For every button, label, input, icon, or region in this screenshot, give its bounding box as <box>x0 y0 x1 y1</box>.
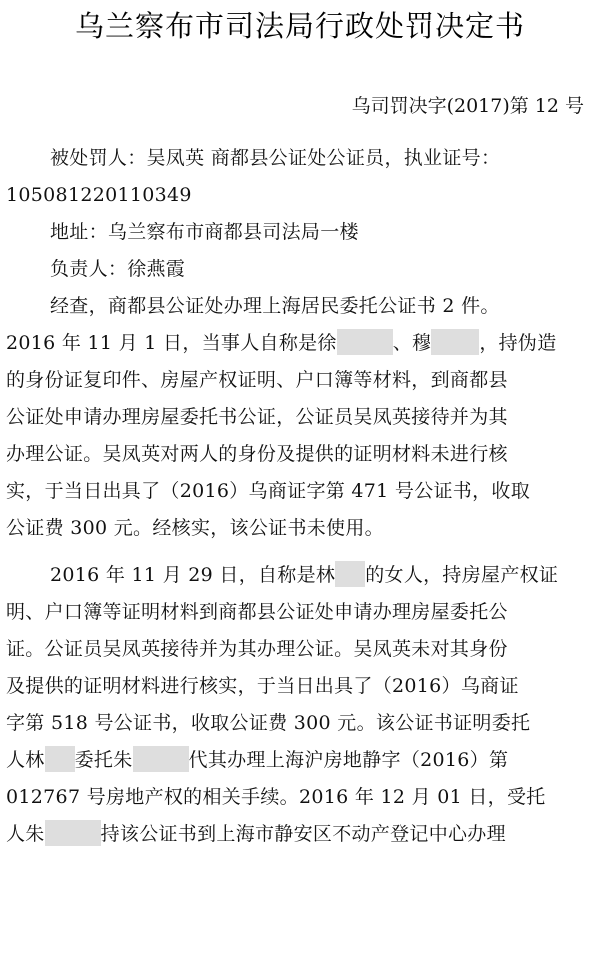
paragraph-line: 明、户口簿等证明材料到商都县公证处申请办理房屋委托公 <box>6 601 508 623</box>
address-line: 地址：乌兰察布市商都县司法局一楼 <box>50 221 359 243</box>
paragraph-line <box>6 557 596 594</box>
paragraph-text: 人朱 <box>6 823 45 845</box>
license-number-line: 105081220110349 <box>6 184 192 206</box>
document-title: 乌兰察布市司法局行政处罚决定书 <box>74 9 525 43</box>
paragraph-text: 的女人，持房屋产权证 <box>365 564 559 586</box>
paragraph-line: 字第 518 号公证书，收取公证费 300 元。该公证书证明委托 <box>6 712 531 734</box>
redacted-name-block <box>337 329 393 355</box>
paragraph-line: 证。公证员吴凤英接待并为其办理公证。吴凤英未对其身份 <box>6 638 508 660</box>
paragraph-line: 012767 号房地产权的相关手续。2016 年 12 月 01 日，受托 <box>6 786 546 808</box>
document-body <box>6 140 596 853</box>
paragraph-text: 、穆 <box>392 332 432 354</box>
paragraph-line <box>6 816 596 853</box>
redacted-name-block <box>45 820 101 846</box>
respondent-line: 被处罚人：吴凤英 商都县公证处公证员，执业证号： <box>50 147 501 169</box>
paragraph-line: 经查，商都县公证处办理上海居民委托公证书 2 件。 <box>50 295 500 317</box>
paragraph-text: 2016 年 11 月 1 日，当事人自称是徐 <box>6 332 337 354</box>
paragraph-gap <box>6 547 596 557</box>
redacted-name-block <box>133 746 189 772</box>
responsible-person-line: 负责人：徐燕霞 <box>50 258 186 280</box>
paragraph-line: 公证费 300 元。经核实，该公证书未使用。 <box>6 517 384 539</box>
document-number: 乌司罚决字(2017)第 12 号 <box>351 95 584 117</box>
paragraph-text: ，持伪造 <box>479 332 557 354</box>
paragraph-text: 委托朱 <box>74 749 133 771</box>
redacted-name-block <box>335 561 365 587</box>
paragraph-line <box>6 742 596 779</box>
paragraph-text: 人林 <box>6 749 45 771</box>
paragraph-text: 2016 年 11 月 29 日，自称是林 <box>50 564 336 586</box>
paragraph-text: 代其办理上海沪房地静字（2016）第 <box>188 749 509 771</box>
paragraph-line: 办理公证。吴凤英对两人的身份及提供的证明材料未进行核 <box>6 443 508 465</box>
redacted-name-block <box>431 329 479 355</box>
paragraph-line: 公证处申请办理房屋委托书公证，公证员吴凤英接待并为其 <box>6 406 508 428</box>
paragraph-text: 持该公证书到上海市静安区不动产登记中心办理 <box>100 823 506 845</box>
paragraph-line <box>6 325 596 362</box>
paragraph-line: 及提供的证明材料进行核实，于当日出具了（2016）乌商证 <box>6 675 519 697</box>
redacted-name-block <box>45 746 75 772</box>
paragraph-line: 的身份证复印件、房屋产权证明、户口簿等材料，到商都县 <box>6 369 508 391</box>
paragraph-line: 实，于当日出具了（2016）乌商证字第 471 号公证书，收取 <box>6 480 530 502</box>
